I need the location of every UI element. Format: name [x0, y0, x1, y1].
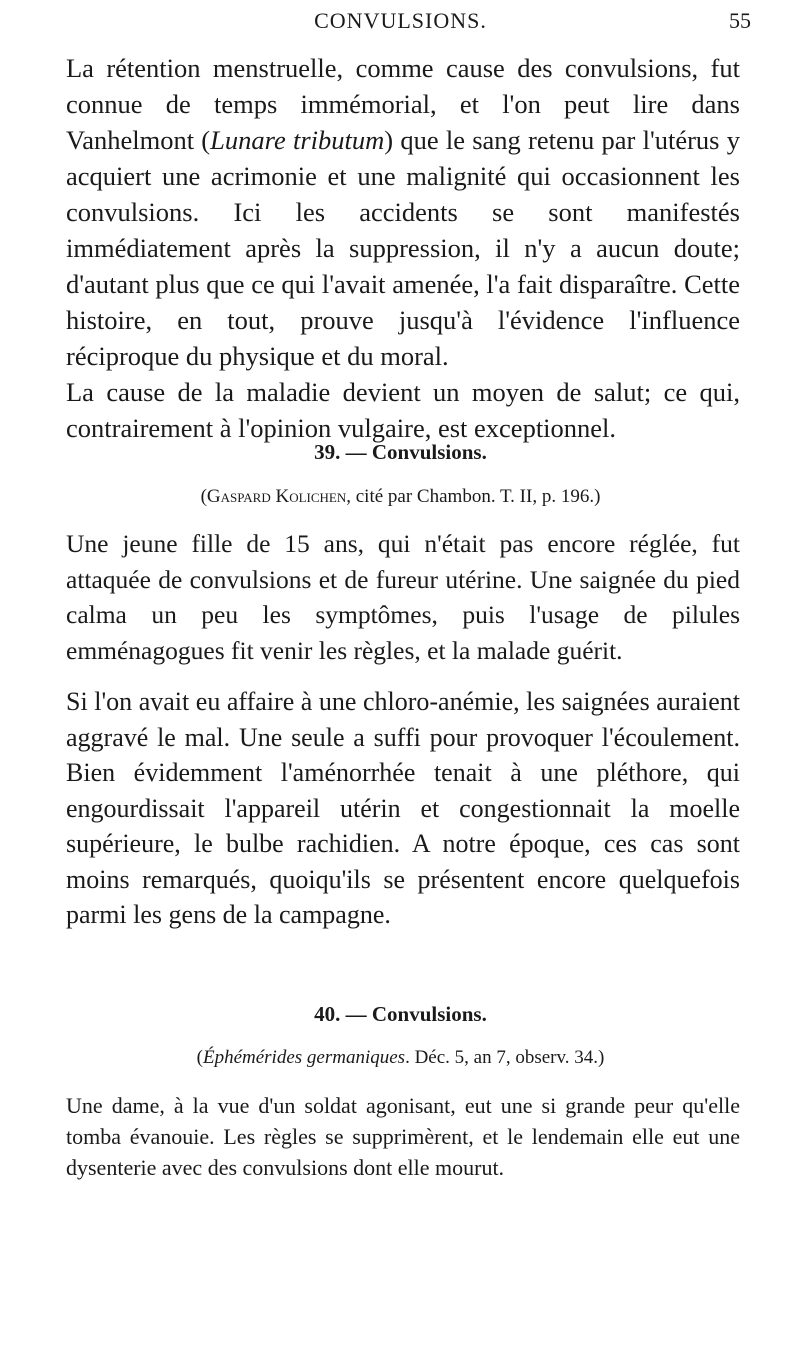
section-number: 40. — [314, 1002, 341, 1026]
section-heading-40 — [0, 1000, 801, 1028]
running-head — [0, 6, 801, 42]
paragraph-commentary-39: Si l'on avait eu affaire à une chloro-anémie, les saignées auraient aggravé le mal. Une seule a suffi pour provoquer l'écoulement. Bien évidemment l'aménorrhée tenait à une pléthore, qui engourdissait l'appareil utérin et congestionnait la moelle supérieure, le bulbe rachidien. A notre époque, ces cas sont moins remarqués, quoiqu'ils se présentent encore quelquefois parmi les gens de la campagne. — [66, 687, 740, 929]
citation-paren: ( — [196, 1047, 203, 1068]
paragraph-text: ) que le sang retenu par l'utérus y acquiert une acrimonie et une malignité qui occasionnent les convulsions. Ici les accidents se sont manifestés immédiatement après la suppression, il n'y a aucun doute; d'autant plus que ce qui l'avait amenée, l'a fait disparaître. Cette histoire, en tout, prouve jusqu'à l'évidence l'influence réciproque du physique et du moral. — [66, 125, 740, 371]
heading-dash: — — [345, 440, 367, 464]
paragraph-case-39: Une jeune fille de 15 ans, qui n'était pas encore réglée, fut attaquée de convulsions et de fureur utérine. Une saignée du pied calma un peu les symptômes, puis l'usage de pilules emménagogues fit venir les règles, et la malade guérit. — [66, 529, 740, 665]
running-title: CONVULSIONS. — [314, 8, 487, 33]
section-number: 39. — [314, 440, 341, 464]
citation-source-title: Éphémérides germaniques — [202, 1047, 406, 1068]
citation-39 — [0, 484, 801, 510]
heading-dash: — — [345, 1002, 367, 1026]
citation-40 — [0, 1045, 801, 1071]
section-heading-39 — [0, 438, 801, 466]
section-title: Convulsions. — [371, 440, 487, 464]
paragraph-text: La rétention menstruelle, comme cause des convulsions, fut connue de temps immémorial, et l'on peut lire dans Vanhelmont ( — [66, 53, 740, 155]
citation-paren: ( — [200, 486, 207, 507]
section-title: Convulsions. — [371, 1002, 487, 1026]
page-number: 55 — [729, 8, 751, 33]
paragraph-retention — [66, 50, 740, 446]
paragraph-text: La cause de la maladie devient un moyen de salut; ce qui, contrairement à l'opinion vulgaire, est exceptionnel. — [66, 377, 740, 443]
citation-source: . Déc. 5, an 7, observ. 34.) — [405, 1047, 605, 1068]
paragraph-case-40: Une dame, à la vue d'un soldat agonisant, eut une si grande peur qu'elle tomba évanouie. Les règles se supprimèrent, et le lendemain elle eut une dysenterie avec des convulsions dont elle mourut. — [66, 1093, 740, 1180]
italic-title: Lunare tributum — [210, 125, 385, 155]
citation-source: , cité par Chambon. T. II, p. 196.) — [346, 486, 601, 507]
citation-author: Gaspard Kolichen — [206, 486, 347, 507]
